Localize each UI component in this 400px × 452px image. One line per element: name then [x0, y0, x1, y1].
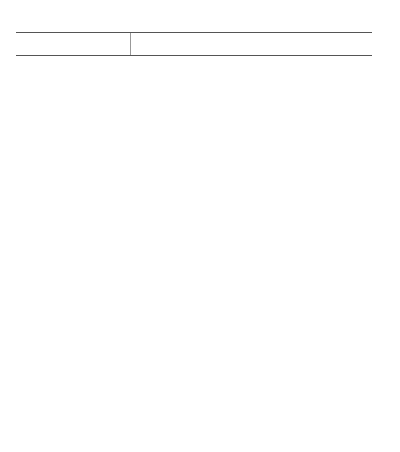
- header-bottom-rule: [16, 55, 372, 56]
- table-header: [16, 33, 372, 55]
- header-divider: [130, 33, 131, 55]
